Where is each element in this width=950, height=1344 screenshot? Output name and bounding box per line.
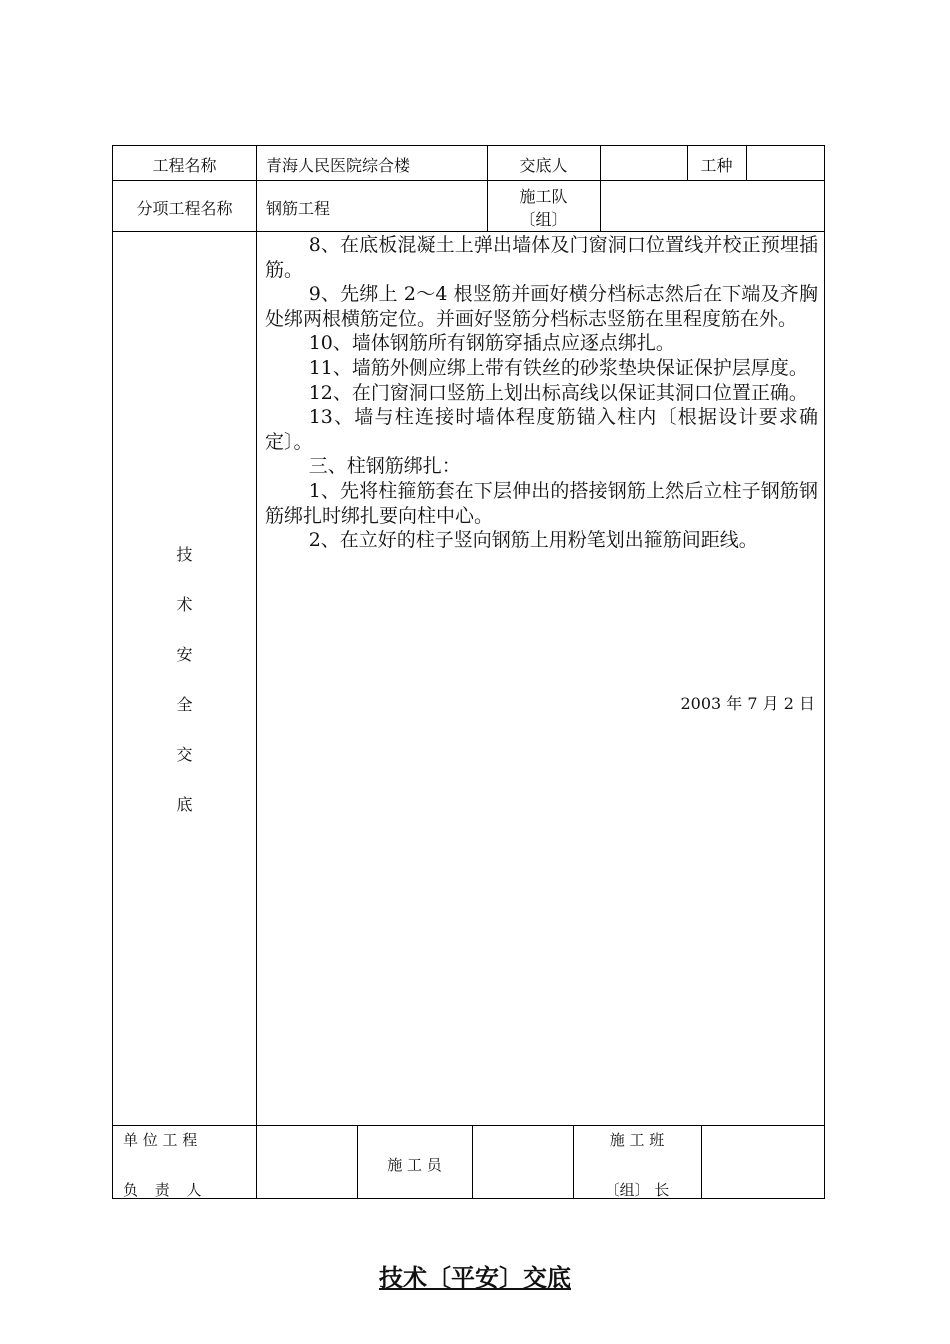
- side-label: [113, 530, 256, 830]
- column-divider: [600, 146, 601, 231]
- column-divider: [701, 1125, 702, 1198]
- content-paragraph: 1、先将柱箍筋套在下层伸出的搭接钢筋上然后立柱子钢筋钢筋绑扎时绑扎要向柱中心。: [265, 479, 818, 527]
- disclosure-content: [265, 233, 818, 553]
- column-divider: [746, 146, 747, 180]
- unit-label-line2: 负 责 人: [123, 1181, 208, 1199]
- content-paragraph: 8、在底板混凝土上弹出墙体及门窗洞口位置线并校正预埋插筋。: [265, 234, 818, 281]
- disclosure-form: [112, 145, 825, 1199]
- team-leader-label-line1: 施 工 班: [609, 1131, 665, 1149]
- content-paragraph: 13、墙与柱连接时墙体程度筋锚入柱内〔根据设计要求确定〕。: [265, 406, 818, 453]
- content-paragraph: 三、柱钢筋绑扎：: [308, 455, 461, 478]
- content-paragraph: 9、先绑上 2～4 根竖筋并画好横分档标志然后在下端及齐胸处绑两根横筋定位。并画好竖筋分档标志竖筋在里程度筋在外。: [265, 283, 818, 330]
- content-paragraph: 12、在门窗洞口竖筋上划出标高线以保证其洞口位置正确。: [308, 381, 808, 404]
- row-divider: [113, 1125, 824, 1126]
- content-paragraph: 10、墙体钢筋所有钢筋穿插点应逐点绑扎。: [308, 332, 675, 355]
- content-paragraph: 11、墙筋外侧应绑上带有铁丝的砂浆垫块保证保护层厚度。: [308, 356, 808, 379]
- trade-label: 工种: [700, 156, 733, 175]
- content-paragraph: 2、在立好的柱子竖向钢筋上用粉笔划出箍筋间距线。: [308, 529, 758, 552]
- sub-project-value: 钢筋工程: [266, 199, 331, 218]
- sub-project-label: 分项工程名称: [136, 199, 233, 218]
- project-name-label: 工程名称: [152, 156, 217, 175]
- side-label-char: 技: [176, 545, 193, 564]
- column-divider: [256, 146, 257, 1198]
- team-label-line1: 施工队: [519, 187, 568, 206]
- side-label-char: 安: [176, 645, 193, 664]
- side-label-char: 交: [176, 745, 193, 764]
- team-label-line2: 〔组〕: [519, 210, 568, 229]
- worker-label: 施 工 员: [387, 1156, 442, 1174]
- row-divider: [113, 180, 824, 181]
- unit-label-line1: 单 位 工 程: [123, 1131, 198, 1149]
- project-name-value: 青海人民医院综合楼: [266, 156, 411, 175]
- team-leader-label-line2: 〔组〕 长: [604, 1181, 670, 1199]
- disclosure-date: 2003 年 7 月 2 日: [680, 694, 815, 713]
- side-label-char: 全: [176, 695, 193, 714]
- side-label-char: 术: [176, 595, 193, 614]
- side-label-char: 底: [176, 795, 193, 814]
- row-divider: [113, 231, 824, 232]
- page-title: 技术〔平安〕交底: [379, 1264, 571, 1292]
- presenter-label: 交底人: [519, 156, 568, 175]
- column-divider: [472, 1125, 473, 1198]
